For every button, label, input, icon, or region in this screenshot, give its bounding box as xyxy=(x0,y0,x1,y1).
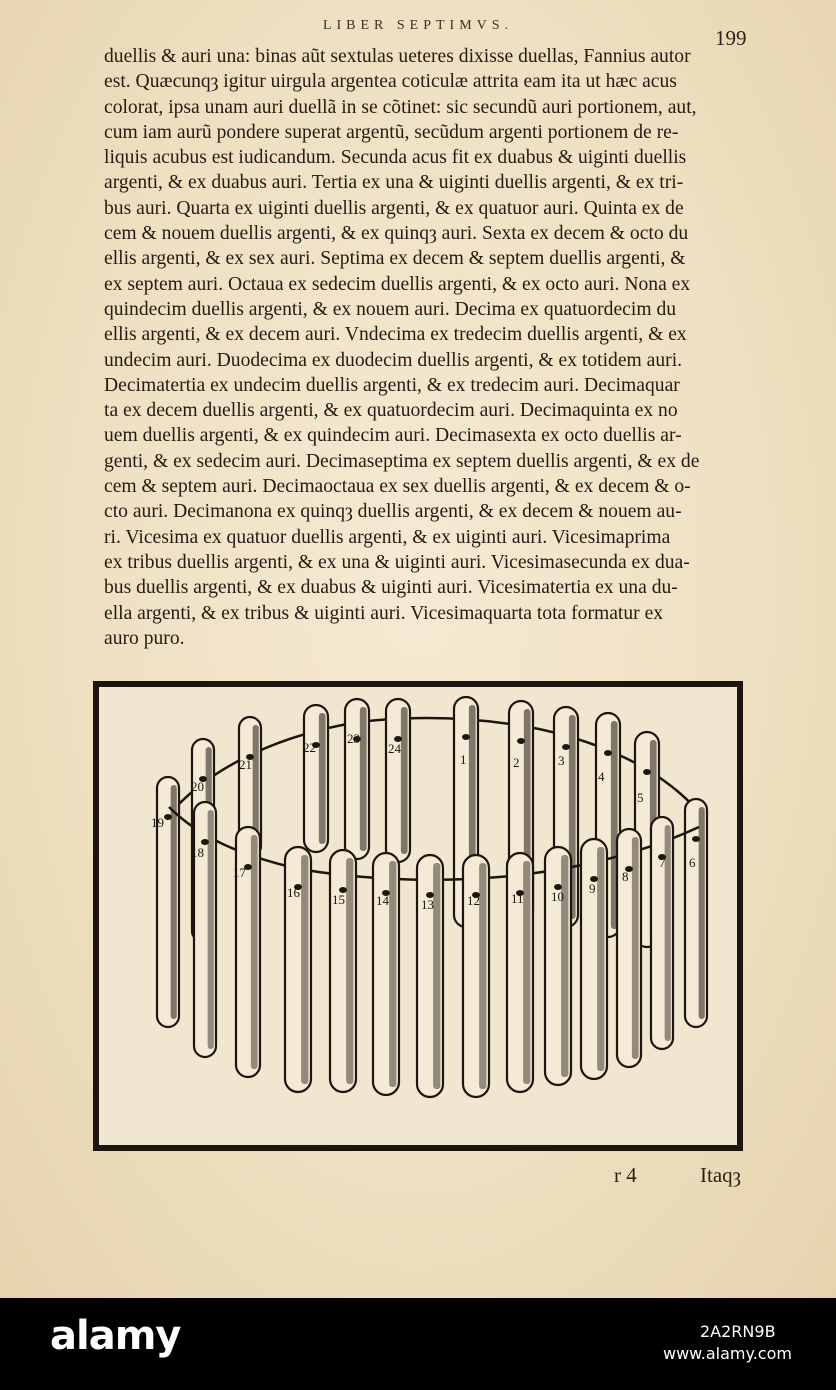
needles-illustration xyxy=(99,687,737,1145)
touch-needle-18 xyxy=(194,802,216,1057)
text-line: ex septem auri. Octaua ex sedecim duellis argenti, & ex octo auri. Nona ex xyxy=(104,273,691,295)
needle-label: 9 xyxy=(589,881,596,896)
touch-needle-10 xyxy=(545,847,571,1085)
touch-needle-12 xyxy=(463,855,489,1097)
needle-label: 18 xyxy=(191,845,204,860)
text-line: quindecim duellis argenti, & ex nouem auri. Decima ex quatuordecim du xyxy=(104,298,677,320)
text-line: ex tribus duellis argenti, & ex una & uiginti auri. Vicesimasecunda ex dua- xyxy=(104,551,690,573)
needle-label: 21 xyxy=(239,757,252,772)
body-text xyxy=(104,44,758,651)
text-line: duellis & auri una: binas aũt sextulas ueteres dixisse duellas, Fannius autor xyxy=(104,46,691,67)
needle-label: 1 xyxy=(460,752,467,767)
text-line: cto auri. Decimanona ex quinqȝ duellis argenti, & ex decem & nouem au- xyxy=(104,501,682,523)
touch-needle-14 xyxy=(373,853,399,1095)
woodcut-figure-touch-needles xyxy=(93,681,743,1151)
needle-label: 8 xyxy=(622,869,629,884)
text-line: cem & nouem duellis argenti, & ex quinqȝ auri. Sexta ex decem & octo du xyxy=(104,223,689,245)
text-line: uem duellis argenti, & ex quindecim auri. Decimasexta ex octo duellis ar- xyxy=(104,425,682,447)
touch-needle-15 xyxy=(330,850,356,1092)
needle-label: 19 xyxy=(151,815,164,830)
text-line: liquis acubus est iudicandum. Secunda acus fit ex duabus & uiginti duellis xyxy=(104,147,687,169)
text-line: colorat, ipsa unam auri duellã in se cõtinet: sic secundũ auri portionem, aut, xyxy=(104,96,697,118)
touch-needle-23 xyxy=(345,699,369,859)
text-line: ta ex decem duellis argenti, & ex quatuordecim auri. Decimaquinta ex no xyxy=(104,400,678,422)
text-line: genti, & ex sedecim auri. Decimaseptima ex septem duellis argenti, & ex de xyxy=(104,450,700,472)
signature-mark: r 4 xyxy=(614,1163,637,1187)
needle-label: 22 xyxy=(303,740,316,755)
needle-label: 15 xyxy=(332,892,345,907)
touch-needle-7 xyxy=(651,817,673,1049)
needle-label: 2 xyxy=(513,755,520,770)
needle-label: 4 xyxy=(598,769,605,784)
touch-needle-9 xyxy=(581,839,607,1079)
needle-label: 7 xyxy=(659,855,666,870)
touch-needle-6 xyxy=(685,799,707,1027)
needle-label: 20 xyxy=(191,779,204,794)
watermark-image-id: 2A2RN9B xyxy=(700,1322,776,1341)
text-line: ella argenti, & ex tribus & uiginti auri. Vicesimaquarta tota formatur ex xyxy=(104,602,664,624)
page-number: 199 xyxy=(715,26,747,50)
touch-needle-24 xyxy=(386,699,410,862)
touch-needle-13 xyxy=(417,855,443,1097)
text-line: cem & septem auri. Decimaoctaua ex sex duellis argenti, & ex decem & o- xyxy=(104,476,691,498)
needle-label: 16 xyxy=(287,885,300,900)
needle-label: 5 xyxy=(637,790,644,805)
text-line: auro puro. xyxy=(104,627,185,649)
text-line: Decimatertia ex undecim duellis argenti, & ex tredecim auri. Decimaquar xyxy=(104,374,680,396)
text-line: est. Quæcunqȝ igitur uirgula argentea coticulæ attrita eam ita ut hæc acus xyxy=(104,71,677,93)
catchword: Itaqȝ xyxy=(700,1163,741,1187)
needle-label: 6 xyxy=(689,855,696,870)
needle-label: 13 xyxy=(421,897,434,912)
needle-label: 11 xyxy=(511,891,524,906)
needle-label: 17 xyxy=(233,865,246,880)
text-line: undecim auri. Duodecima ex duodecim duellis argenti, & ex totidem auri. xyxy=(104,349,683,371)
text-line: ellis argenti, & ex decem auri. Vndecima ex tredecim duellis argenti, & ex xyxy=(104,324,687,346)
watermark-logo: alamy xyxy=(50,1313,181,1359)
touch-needle-11 xyxy=(507,853,533,1092)
needle-label: 10 xyxy=(551,889,564,904)
needle-label: 24 xyxy=(388,741,401,756)
text-line: ellis argenti, & ex sex auri. Septima ex decem & septem duellis argenti, & xyxy=(104,248,686,270)
text-line: cum iam aurũ pondere superat argentũ, secũdum argenti portionem de re- xyxy=(104,121,679,143)
needle-label: 12 xyxy=(467,893,480,908)
running-head: LIBER SEPTIMVS. xyxy=(322,18,514,33)
touch-needle-8 xyxy=(617,829,641,1067)
text-line: bus auri. Quarta ex uiginti duellis argenti, & ex quatuor auri. Quinta ex de xyxy=(104,197,684,219)
touch-needle-16 xyxy=(285,847,311,1092)
needle-label: 14 xyxy=(376,893,389,908)
text-line: ri. Vicesima ex quatuor duellis argenti, & ex uiginti auri. Vicesimaprima xyxy=(104,526,671,548)
touch-needle-22 xyxy=(304,705,328,852)
text-line: argenti, & ex duabus auri. Tertia ex una & uiginti duellis argenti, & ex tri- xyxy=(104,172,684,194)
watermark-url: www.alamy.com xyxy=(663,1344,792,1363)
needle-label: 23 xyxy=(347,731,360,746)
needle-label: 3 xyxy=(558,753,565,768)
text-line: bus duellis argenti, & ex duabus & uiginti auri. Vicesimatertia ex una du- xyxy=(104,577,678,599)
